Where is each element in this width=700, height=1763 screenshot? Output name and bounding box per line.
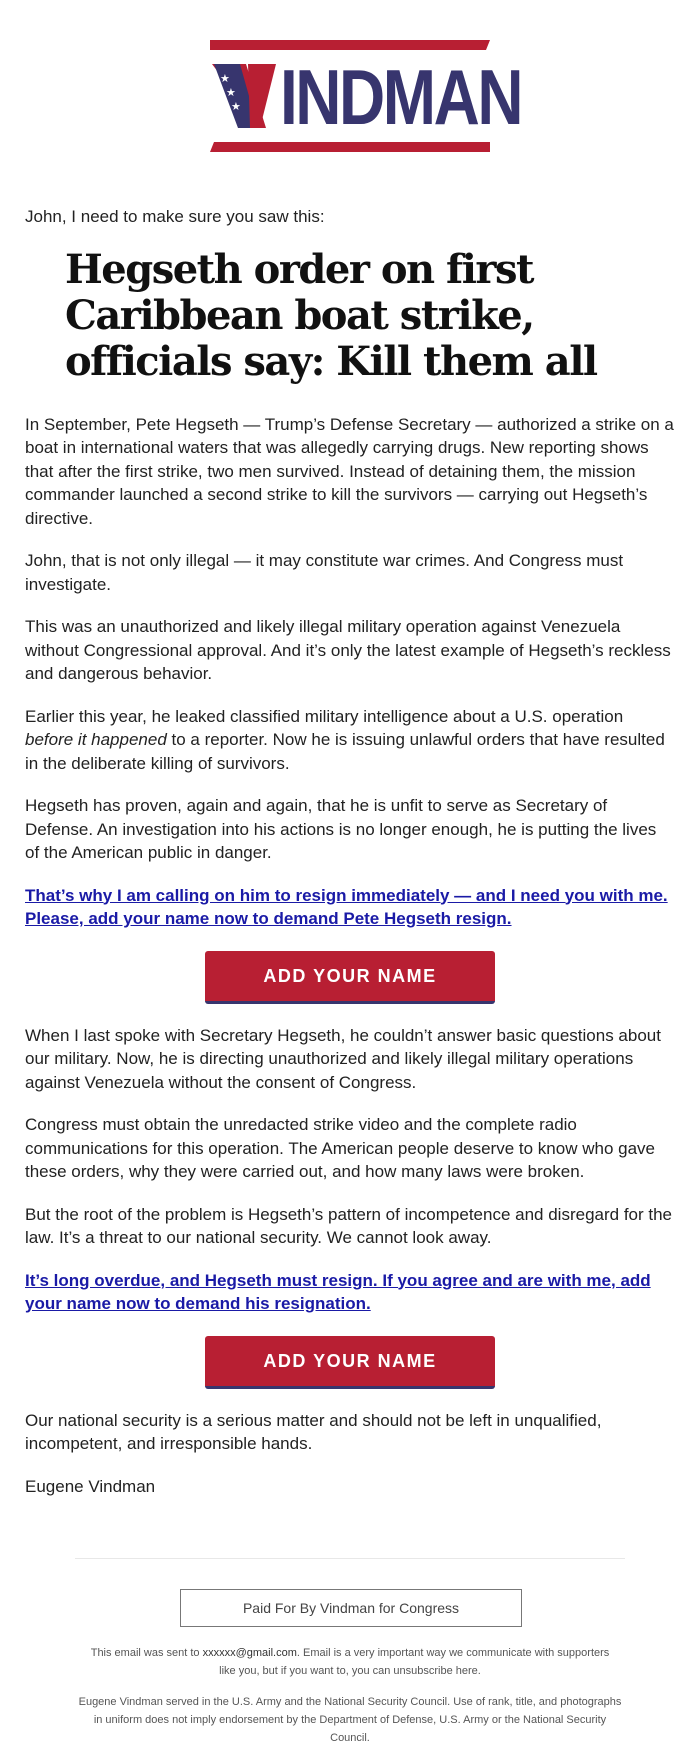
paragraph-4-end: to a reporter. Now he is issuing unlawful orders that have resulted in the deliberate killing of survivors.: [25, 730, 665, 773]
article-headline: Hegseth order on first Caribbean boat strike, officials say: Kill them all: [65, 245, 597, 385]
footer-divider: [75, 1558, 625, 1559]
paragraph-8: But the root of the problem is Hegseth’s pattern of incompetence and disregard for the law. It’s a threat to our national security. We cannot look away.: [25, 1204, 673, 1247]
paragraph-1: In September, Pete Hegseth — Trump’s Defense Secretary — authorized a strike on a boat in international waters that was allegedly carrying drugs. New reporting shows that after the first strike, two men survived. Instead of detaining them, the mission commander launched a second strike to kill the survivors — carrying out Hegseth’s directive.: [25, 414, 674, 528]
paragraph-3: This was an unauthorized and likely illegal military operation against Venezuela without Congressional approval. And it’s only the latest example of Hegseth’s reckless and dangerous behavior.: [25, 617, 671, 683]
paid-for-disclaimer: Paid For By Vindman for Congress: [180, 1589, 522, 1627]
paragraph-4-emphasis: before it happened: [25, 730, 167, 749]
footer-sent-notice: [90, 1644, 610, 1680]
vindman-logo: [210, 40, 522, 155]
footer-military-disclaimer: Eugene Vindman served in the U.S. Army and the National Security Council. Use of rank, title, and photographs in uniform does not imply endorsement by the Department of Defense, U.S. Army or the National Security Council.: [78, 1696, 622, 1744]
greeting: John, I need to make sure you saw this:: [25, 207, 325, 226]
paragraph-6: When I last spoke with Secretary Hegseth, he couldn’t answer basic questions about our military. Now, he is directing unauthorized and likely illegal military operations against Venezuela without the consent of Congress.: [25, 1025, 661, 1092]
add-your-name-button-2[interactable]: ADD YOUR NAME: [205, 1336, 495, 1389]
email-body: [25, 205, 675, 1498]
resign-petition-link-1[interactable]: That’s why I am calling on him to resign immediately — and I need you with me. Please, add your name now to demand Pete Hegseth resign.: [25, 885, 668, 928]
button-row-2: [25, 1336, 675, 1389]
svg-text:★: ★: [226, 86, 236, 99]
paragraph-4-start: Earlier this year, he leaked classified military intelligence about a U.S. operation: [25, 706, 624, 726]
svg-text:★: ★: [231, 100, 241, 113]
sent-end: .: [477, 1665, 481, 1677]
paragraph-5: Hegseth has proven, again and again, that he is unfit to serve as Secretary of Defense. An investigation into his actions is no longer enough, he is putting the lives of the American public in danger.: [25, 796, 657, 862]
paragraph-9: Our national security is a serious matter and should not be left in unqualified, incompetent, and irresponsible hands.: [25, 1410, 602, 1453]
logo-wordmark: INDMAN: [280, 53, 522, 141]
add-your-name-button-1[interactable]: ADD YOUR NAME: [205, 951, 495, 1004]
signature: Eugene Vindman: [25, 1476, 156, 1496]
paragraph-7: Congress must obtain the unredacted strike video and the complete radio communications for this operation. The American people deserve to know who gave these orders, why they were carried out, and how many laws were broken.: [25, 1115, 655, 1181]
sent-prefix: This email was sent to: [90, 1647, 203, 1659]
unsubscribe-link[interactable]: unsubscribe here: [393, 1665, 478, 1677]
recipient-email: xxxxxx@gmail.com: [202, 1647, 297, 1659]
sent-suffix: . Email is a very important way we communicate with supporters like you, but if you want to, you can: [219, 1647, 610, 1677]
svg-text:★: ★: [220, 72, 230, 85]
button-row-1: [25, 951, 675, 1004]
paragraph-2: John, that is not only illegal — it may constitute war crimes. And Congress must investigate.: [25, 551, 624, 594]
paragraph-4: [25, 705, 675, 776]
resign-petition-link-2[interactable]: It’s long overdue, and Hegseth must resign. If you agree and are with me, add your name now to demand his resignation.: [25, 1270, 651, 1313]
